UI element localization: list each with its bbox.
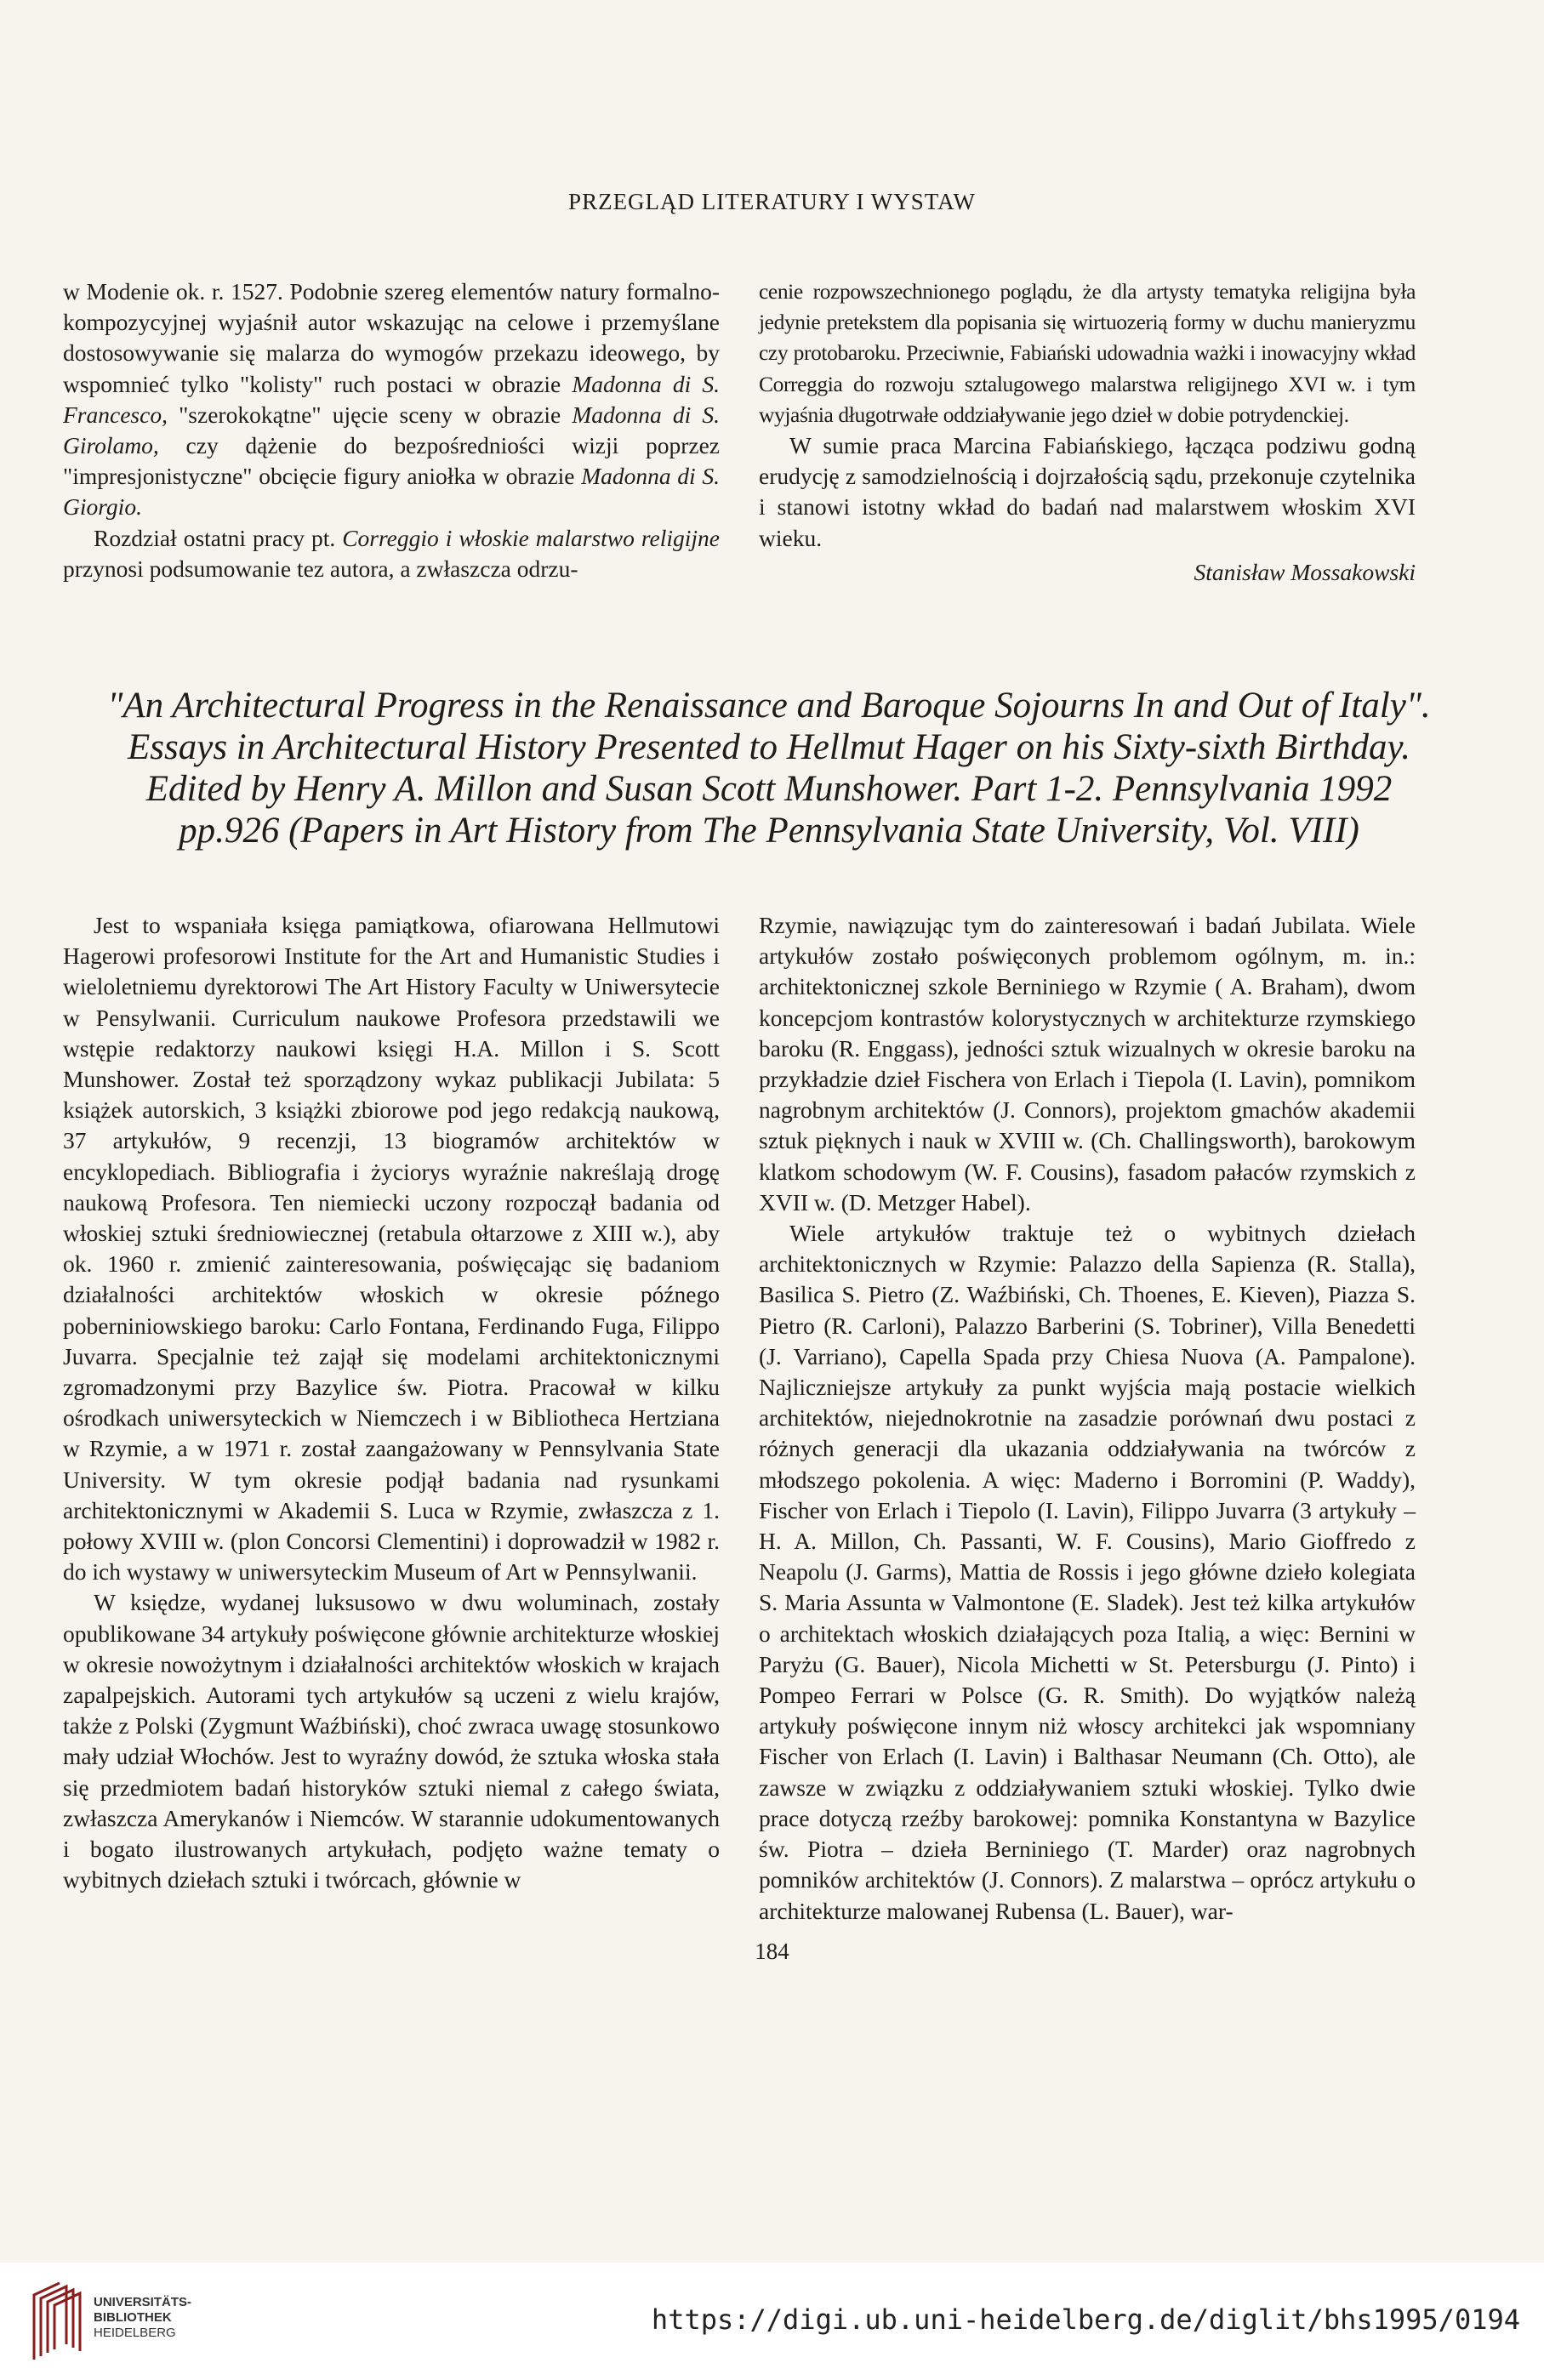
page-number: 184 bbox=[755, 1939, 789, 1964]
review-paragraph: Rzymie, nawiązując tym do zainteresowań i badań Jubilata. Wiele artykułów zostało poświęconych problemom ogólnym, m. in.: architektonicznej szkole Berniniego w Rzymie ( A. Braham), dwom koncepcjom kontrastów kolorystycznych w architekturze rzymskiego baroku (R. Enggass), jedności sztuk wizualnych w okresie baroku na przykładzie dzieł Fischera von Erlach i Tiepola (I. Lavin), pomnikom nagrobnym architektów (J. Connors), projektom gmachów akademii sztuk pięknych i nauk w XVIII w. (Ch. Challingsworth), barokowym klatkom schodowym (W. F. Cousins), fasadom pałaców rzymskich z XVII w. (D. Metzger Habel). bbox=[759, 912, 1416, 1216]
review-paragraph: Jest to wspaniała księga pamiątkowa, ofiarowana Hellmutowi Hagerowi profesorowi Institute for the Art and Humanistic Studies i wieloletniemu dyrektorowi The Art History Faculty w Uniwersytecie w Pensylwanii. Curriculum naukowe Profesora przedstawili we wstępie redaktorzy naukowi księgi H.A. Millon i S. Scott Munshower. Został też sporządzony wykaz publikacji Jubilata: 5 książek autorskich, 3 książki zbiorowe pod jego redakcją naukową, 37 artykułów, 9 recenzji, 13 biogramów architektów w encyklopediach. Bibliografia i życiorys wyraźnie nakreślają drogę naukową Profesora. Ten niemiecki uczony rozpoczął badania od włoskiej sztuki średniowiecznej (retabula ołtarzowe z XIII w.), aby ok. 1960 r. zmienić zainteresowania, poświęcając się badaniom działalności architektów włoskich w okresie późnego poberniniowskiego baroku: Carlo Fontana, Ferdinando Fuga, Filippo Juvarra. Specjalnie też zajął się modelami architektonicznymi zgromadzonymi przy Bazylice św. Piotra. Pracował w kilku ośrodkach uniwersyteckich w Niemczech i w Bibliotheca Hertziana w Rzymie, a w 1971 r. został zaangażowany w Pennsylvania State University. W tym okresie podjął badania nad rysunkami architektonicznymi w Akademii S. Luca w Rzymie, zwłaszcza z 1. połowy XVIII w. (plon Concorsi Clementini) i doprowadził w 1982 r. do ich wystawy w uniwersyteckim Museum of Art w Pennsylwanii. bbox=[63, 912, 720, 1586]
previous-review-paragraph bbox=[63, 523, 720, 584]
text-run: w Modenie ok. r. 1527. Podobnie szereg elementów natury formalno-kompozycyjnej wyjaśnił autor wskazując na celowe i przemyślane dostosowywanie się malarza do wymogów przekazu ideowego, by wspomnieć tylko "kolisty" ruch postaci w obrazie bbox=[63, 278, 720, 397]
previous-review-paragraph bbox=[63, 276, 720, 523]
text-run: Rozdział ostatni pracy pt. bbox=[94, 524, 343, 551]
logo-line: BIBLIOTHEK bbox=[94, 2310, 172, 2325]
review-title bbox=[54, 685, 1484, 851]
review-paragraph: Wiele artykułów traktuje też o wybitnych dziełach architektonicznych w Rzymie: Palazzo della Sapienza (R. Stalla), Basilica S. Pietro (Z. Waźbiński, Ch. Thoenes, E. Kieven), Piazza S. Pietro (R. Carloni), Palazzo Barberini (S. Tobriner), Villa Benedetti (J. Varriano), Capella Spada przy Chiesa Nuova (A. Pampalone). Najliczniejsze artykuły za punkt wyjścia mają postacie wielkich architektów, niejednokrotnie na zasadzie porównań dwu postaci z różnych generacji dla ukazania oddziaływania na twórców z młodszego pokolenia. A więc: Maderno i Borromini (P. Waddy), Fischer von Erlach i Tiepolo (I. Lavin), Filippo Juvarra (3 artykuły – H. A. Millon, Ch. Passanti, W. F. Cousins), Mario Gioffredo z Neapolu (J. Garms), Mattia de Rossis i jego główne dzieło kolegiata S. Maria Assunta w Valmontone (E. Sladek). Jest też kilka artykułów o architektach włoskich działających poza Italią, a więc: Bernini w Paryżu (G. Bauer), Nicola Michetti w St. Petersburgu (J. Pinto) i Pompeo Ferrari w Polsce (G. R. Smith). Do wyjątków należą artykuły poświęcone innym niż włoscy architekci jak wspomniany Fischer von Erlach (I. Lavin) i Balthasar Neumann (Ch. Otto), ale zawsze w związku z oddziaływaniem sztuki włoskiej. Tylko dwie prace dotyczą rzeźby barokowej: pomnika Konstantyna w Bazylice św. Piotra – dzieła Berniniego (T. Marder) oraz nagrobnych pomników architektów (J. Connors). Z malarstwa – oprócz artykułu o architekturze malowanej Rubensa (L. Bauer), war- bbox=[759, 1220, 1416, 1924]
text-run: przynosi podsumowanie tez autora, a zwłaszcza odrzu- bbox=[63, 555, 578, 582]
review-title-line: "An Architectural Progress in the Renaissance and Baroque Sojourns In and Out of Italy". bbox=[107, 686, 1431, 726]
logo-line: HEIDELBERG bbox=[94, 2326, 176, 2340]
running-head: PRZEGLĄD LITERATURY I WYSTAW bbox=[568, 189, 976, 214]
library-logo-icon bbox=[29, 2280, 88, 2361]
review-title-line: pp.926 (Papers in Art History from The Pennsylvania State University, Vol. VIII) bbox=[179, 811, 1359, 851]
permalink-url[interactable]: https://digi.ub.uni-heidelberg.de/diglit/bhs1995/0194 bbox=[651, 2303, 1520, 2336]
previous-review-left-column bbox=[63, 276, 720, 584]
artwork-title: Madonna di S. Francesco, bbox=[63, 370, 720, 428]
chapter-title: Correggio i włoskie malarstwo religijne bbox=[342, 524, 720, 551]
footer-bar bbox=[0, 2263, 1544, 2380]
review-title-line: Edited by Henry A. Millon and Susan Scott Munshower. Part 1-2. Pennsylvania 1992 bbox=[145, 769, 1393, 809]
previous-review-paragraph: cenie rozpowszechnionego poglądu, że dla artysty tematyka religijna była jedynie pretekstem dla popisania się wirtuozerią formy w duchu manieryzmu czy protobaroku. Przeciwnie, Fabiański udowadnia ważki i inowacyjny wkład Correggia do rozwoju sztalugowego malarstwa religijnego XVI w. i tym wyjaśnia długotrwałe oddziaływanie jego dzieł w dobie potrydenckiej. bbox=[759, 279, 1416, 427]
reviewer-signature: Stanisław Mossakowski bbox=[1194, 558, 1416, 585]
artwork-title: Madonna di S. Giorgio. bbox=[63, 463, 720, 521]
review-paragraph: W księdze, wydanej luksusowo w dwu woluminach, zostały opublikowane 34 artykuły poświęcone głównie architekturze włoskiej w okresie nowożytnym i działalności architektów włoskich w krajach zapalpejskich. Autorami tych artykułów są uczeni z wielu krajów, także z Polski (Zygmunt Waźbiński), choć zwraca uwagę stosunkowo mały udział Włochów. Jest to wyraźny dowód, że sztuka włoska stała się przedmiotem badań historyków sztuki niemal z całego świata, zwłaszcza Amerykanów i Niemców. W starannie udokumentowanych i bogato ilustrowanych artykułach, podjęto ważne tematy o wybitnych dziełach sztuki i twórcach, głównie w bbox=[63, 1589, 720, 1893]
review-left-column bbox=[63, 910, 720, 1896]
artwork-title: Madonna di S. Girolamo, bbox=[63, 401, 720, 459]
library-logo-text bbox=[94, 2295, 191, 2341]
review-title-line: Essays in Architectural History Presented to Hellmut Hager on his Sixty-sixth Birthday. bbox=[128, 727, 1410, 767]
previous-review-right-column bbox=[759, 276, 1416, 588]
text-run: "szerokokątne" ujęcie sceny w obrazie bbox=[167, 401, 573, 428]
review-right-column bbox=[759, 910, 1416, 1927]
text-run: czy dążenie do bezpośredniości wizji poprzez "impresjonistyczne" obcięcie figury aniołka w obrazie bbox=[63, 432, 720, 490]
previous-review-paragraph: W sumie praca Marcina Fabiańskiego, łącząca podziwu godną erudycję z samodzielnością i dojrzałością sądu, przekonuje czytelnika i stanowi istotny wkład do badań nad malarstwem włoskim XVI wieku. bbox=[759, 432, 1416, 551]
logo-line: UNIVERSITÄTS- bbox=[94, 2295, 192, 2309]
